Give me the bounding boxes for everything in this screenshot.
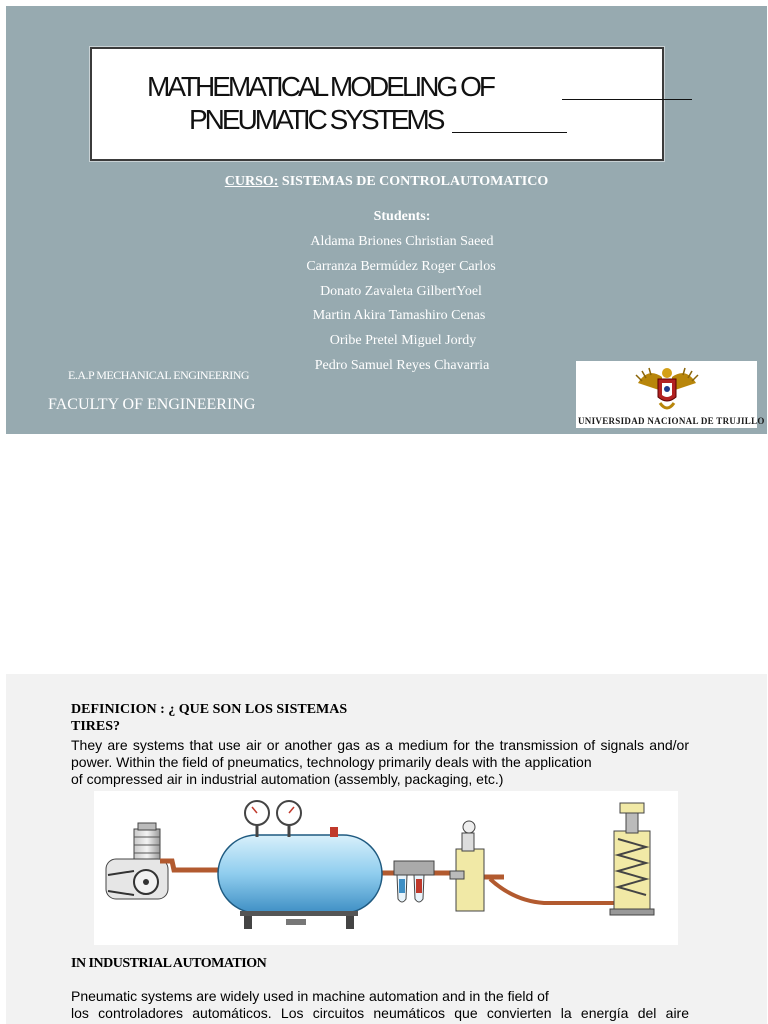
industrial-text-line: Pneumatic systems are widely used in machine automation and in the field of — [71, 988, 549, 1004]
students-heading: Students: — [373, 209, 431, 224]
control-valve-icon — [450, 821, 484, 911]
title-line-2: PNEUMATIC SYSTEMS — [189, 104, 443, 135]
student-name: Pedro Samuel Reyes Chavarria — [314, 358, 490, 373]
student-name: Oribe Pretel Miguel Jordy — [329, 333, 477, 348]
filter-regulator-icon — [394, 861, 434, 902]
pneumatic-circuit-illustration — [94, 791, 678, 945]
faculty-name: FACULTY OF ENGINEERING — [48, 396, 256, 413]
definition-heading-line-1: DEFINICION : ¿ QUE SON LOS SISTEMAS — [71, 702, 348, 717]
university-name: UNIVERSIDAD NACIONAL DE TRUJILLO — [578, 416, 765, 426]
content-slide — [6, 674, 767, 1024]
student-name: Carranza Bermúdez Roger Carlos — [306, 259, 496, 274]
university-logo — [576, 361, 765, 428]
student-name: Aldama Briones Christian Saeed — [310, 234, 494, 249]
pneumatic-system-diagram — [94, 791, 678, 945]
course-label: CURSO: — [224, 174, 279, 189]
definition-heading-line-2: TIRES? — [71, 719, 121, 734]
air-tank-icon — [218, 801, 382, 929]
industrial-automation-heading: IN INDUSTRIAL AUTOMATION — [71, 956, 267, 971]
course-line — [6, 174, 767, 190]
compressor-icon — [106, 823, 168, 899]
title-line-1: MATHEMATICAL MODELING OF — [147, 71, 493, 102]
eagle-crest-icon — [576, 361, 757, 417]
title-underline-1 — [562, 99, 692, 100]
industrial-text-line: los controladores automáticos. Los circuitos neumáticos que convierten la energía del aire — [71, 1005, 689, 1021]
definition-text-line: of compressed air in industrial automation (assembly, packaging, etc.) — [71, 771, 504, 787]
student-name: Donato Zavaleta GilbertYoel — [320, 284, 482, 299]
course-value: SISTEMAS DE CONTROLAUTOMATICO — [278, 174, 549, 189]
title-underline-2 — [452, 132, 567, 133]
title-box — [90, 47, 664, 161]
school-name: E.A.P MECHANICAL ENGINEERING — [68, 368, 250, 382]
definition-heading — [71, 701, 347, 735]
student-name: Martin Akira Tamashiro Cenas — [312, 308, 486, 323]
title-slide — [6, 6, 767, 434]
pneumatic-cylinder-icon — [610, 803, 654, 915]
definition-text-line: They are systems that use air or another gas as a medium for the transmission of signals and/or — [71, 737, 689, 753]
definition-text-line: power. Within the field of pneumatics, technology primarily deals with the application — [71, 754, 592, 770]
